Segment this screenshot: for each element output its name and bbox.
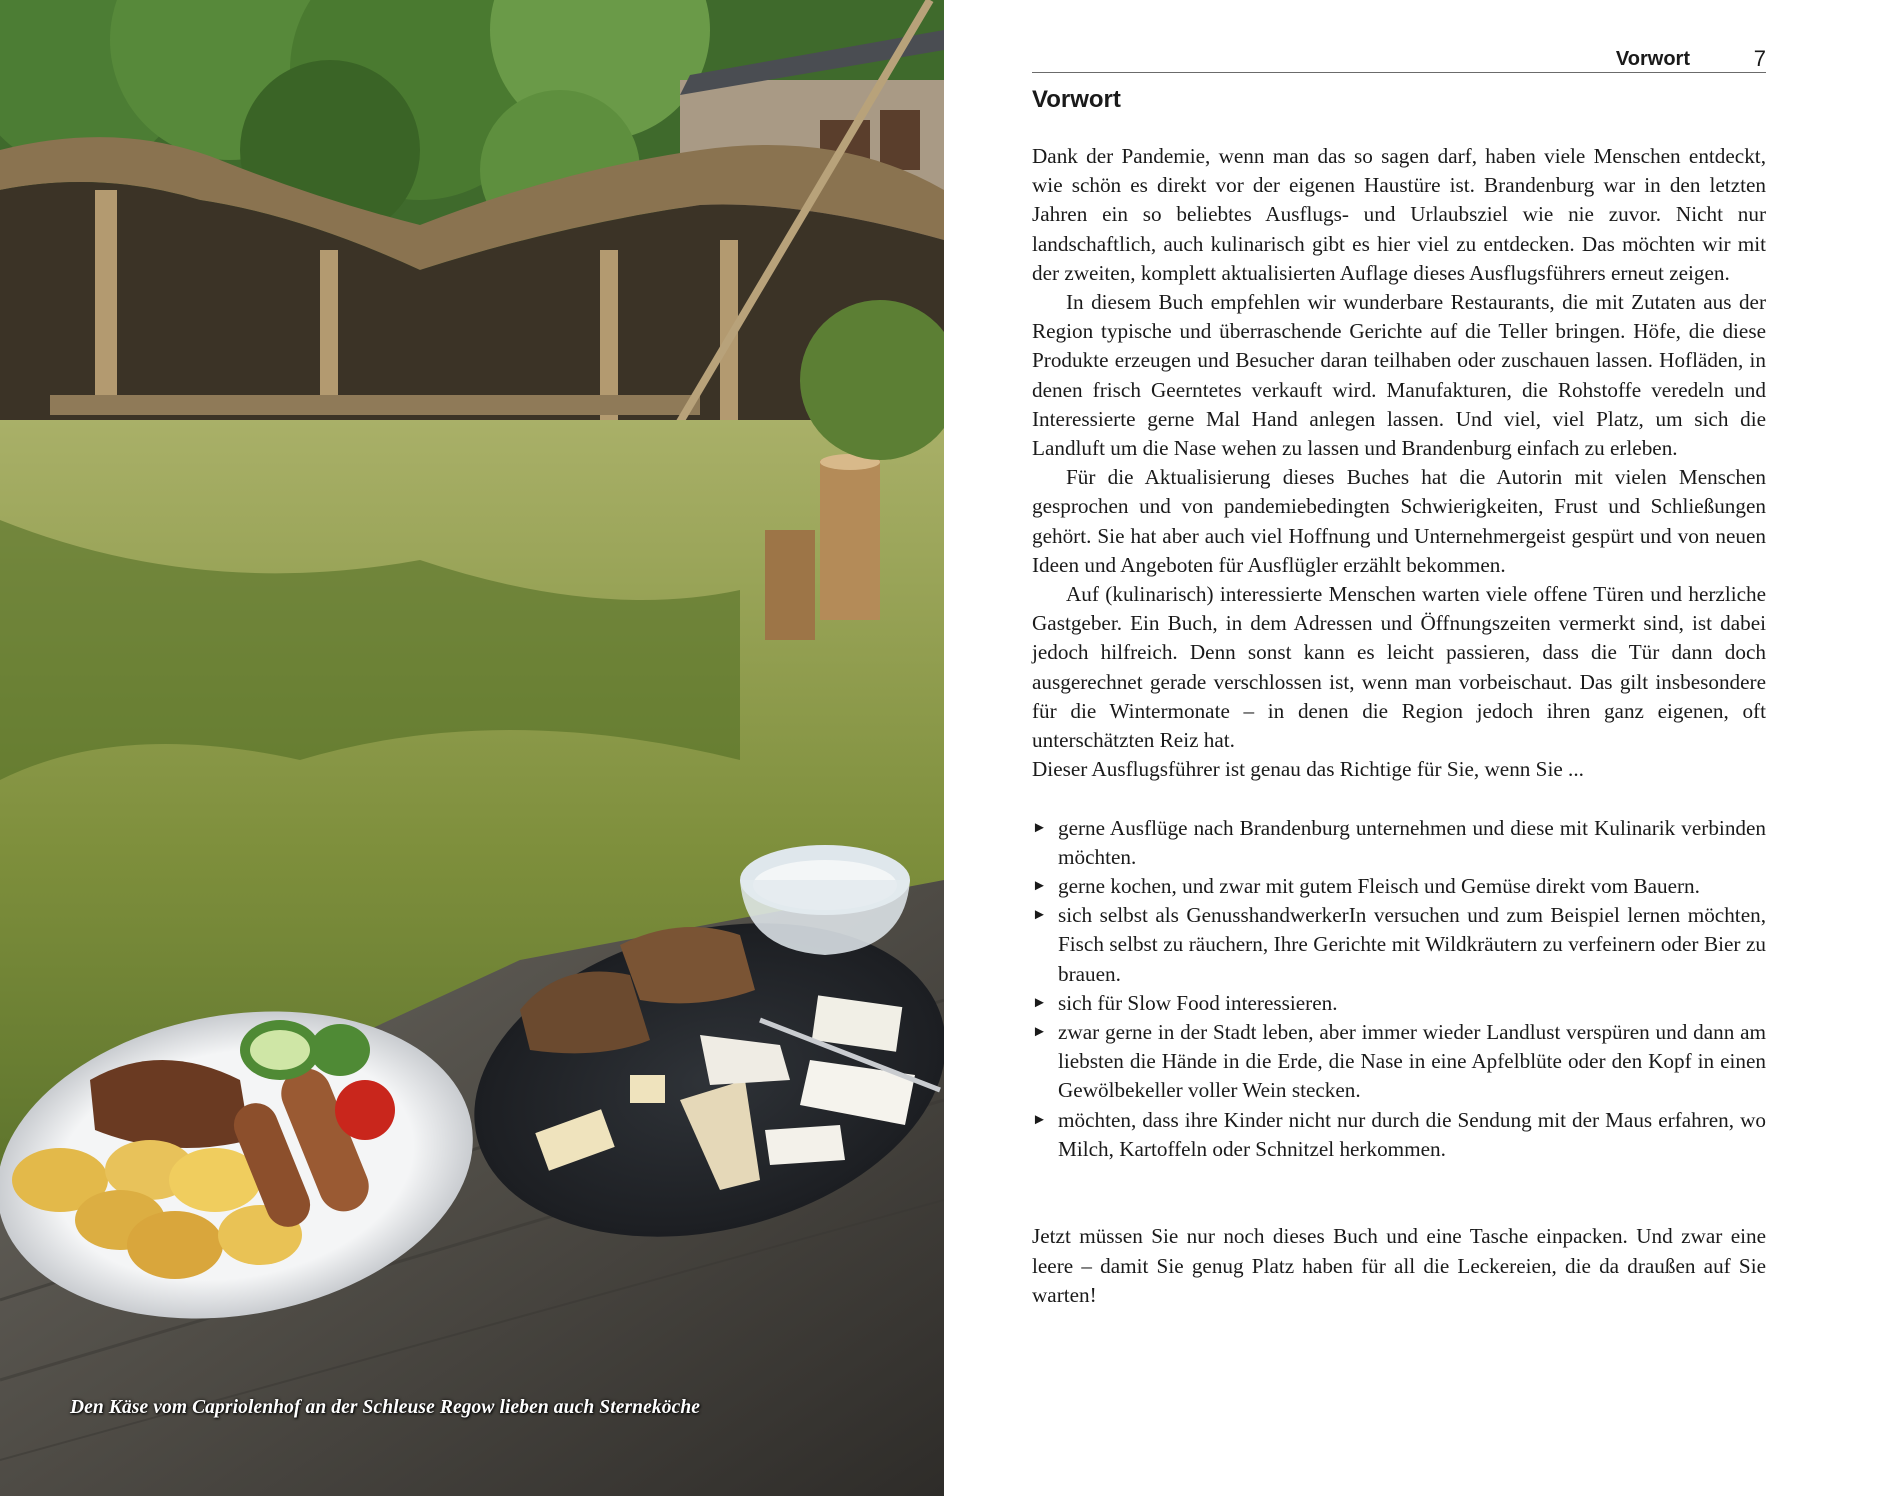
running-head bbox=[1032, 44, 1766, 73]
bullet-list bbox=[1032, 814, 1766, 1164]
paragraph: Dank der Pandemie, wenn man das so sagen darf, haben viele Menschen entdeckt, wie schön es direkt vor der eigenen Haustüre ist. Brandenburg war in den letzten Jahren ein so beliebtes Ausflugs- und Urlaubsziel wie nie zuvor. Nicht nur landschaftlich, auch kulinarisch gibt es hier viel zu entdecken. Das möchten wir mit der zweiten, komplett aktualisierten Auflage dieses Ausflugsführers erneut zeigen. bbox=[1032, 144, 1766, 285]
bullet-marker-icon: ► bbox=[1032, 1024, 1047, 1041]
farm-picnic-photo bbox=[0, 0, 944, 1496]
bullet-text: zwar gerne in der Stadt leben, aber immer wieder Landlust verspüren und dann am liebsten die Hände in die Erde, die Nase in eine Apfelblüte oder den Kopf in einen Gewölbekeller voller Wein stecken. bbox=[1058, 1020, 1766, 1103]
bullet-item bbox=[1032, 814, 1766, 872]
bullet-marker-icon: ► bbox=[1032, 994, 1047, 1011]
closing-paragraph: Jetzt müssen Sie nur noch dieses Buch und eine Tasche einpacken. Und zwar eine leere – damit Sie genug Platz haben für all die Leckereien, die da draußen auf Sie warten! bbox=[1032, 1224, 1766, 1307]
running-head-title: Vorwort bbox=[1615, 48, 1690, 70]
bullet-text: möchten, dass ihre Kinder nicht nur durch die Sendung mit der Maus erfahren, wo Milch, Kartoffeln oder Schnitzel herkommen. bbox=[1058, 1107, 1766, 1161]
bullet-marker-icon: ► bbox=[1032, 878, 1047, 895]
spacer bbox=[1032, 784, 1766, 813]
bullet-item bbox=[1032, 1106, 1766, 1164]
bullet-marker-icon: ► bbox=[1032, 819, 1047, 836]
spacer bbox=[1032, 1164, 1766, 1193]
text-page bbox=[944, 0, 1890, 1496]
bullet-text: gerne kochen, und zwar mit gutem Fleisch und Gemüse direkt vom Bauern. bbox=[1058, 874, 1700, 899]
photo-caption: Den Käse vom Capriolenhof an der Schleuse Regow lieben auch Sterneköche bbox=[70, 1397, 701, 1418]
page-number: 7 bbox=[1753, 46, 1766, 71]
photo-page bbox=[0, 0, 944, 1496]
spacer bbox=[1032, 1193, 1766, 1222]
bullet-item bbox=[1032, 872, 1766, 901]
bullet-marker-icon: ► bbox=[1032, 907, 1047, 924]
paragraph: In diesem Buch empfehlen wir wunderbare Restaurants, die mit Zutaten aus der Region typische und überraschende Gerichte auf die Teller bringen. Höfe, die diese Produkte erzeugen und Besucher daran teilhaben oder zuschauen lassen. Hofläden, in denen frisch Geerntetes verkauft wird. Manufakturen, die Rohstoffe veredeln und Interessierte gerne Mal Hand anlegen lassen. Und viel, viel Platz, um sich die Landluft um die Nase wehen zu lassen und Brandenburg einfach zu erleben. bbox=[1032, 290, 1766, 461]
paragraph: Für die Aktualisierung dieses Buches hat die Autorin mit vielen Menschen gesprochen und von pandemiebedingten Schwierigkeiten, Frust und Schließungen gehört. Sie hat aber auch viel Hoffnung und Unternehmergeist gespürt und von neuen Ideen und Angeboten für Ausflügler erzählt bekommen. bbox=[1032, 465, 1766, 577]
bullet-text: sich für Slow Food interessieren. bbox=[1058, 990, 1338, 1015]
paragraph: Auf (kulinarisch) interessierte Menschen warten viele offene Türen und herzliche Gastgeber. Ein Buch, in dem Adressen und Öffnungszeiten vermerkt sind, ist dabei jedoch hilfreich. Denn sonst kann es leicht passieren, dass die Tür dann doch ausgerechnet gerade verschlossen ist, wenn man vorbeischaut. Das gilt insbesondere für die Wintermonate – in denen die Region jedoch ihren ganz eigenen, oft unterschätzten Reiz hat. bbox=[1032, 582, 1766, 753]
paragraph: Dieser Ausflugsführer ist genau das Richtige für Sie, wenn Sie ... bbox=[1032, 757, 1584, 782]
bullet-text: gerne Ausflüge nach Brandenburg unternehmen und diese mit Kulinarik verbinden möchten. bbox=[1058, 815, 1766, 869]
bullet-item bbox=[1032, 1018, 1766, 1106]
bullet-item bbox=[1032, 901, 1766, 989]
bullet-marker-icon: ► bbox=[1032, 1111, 1047, 1128]
bullet-item bbox=[1032, 989, 1766, 1018]
body-text bbox=[1032, 142, 1766, 1310]
bullet-text: sich selbst als GenusshandwerkerIn versuchen und zum Beispiel lernen möchten, Fisch selbst zu räuchern, Ihre Gerichte mit Wildkräutern zu verfeinern oder Bier zu brauen. bbox=[1058, 903, 1766, 986]
chapter-heading: Vorwort bbox=[1032, 86, 1121, 113]
